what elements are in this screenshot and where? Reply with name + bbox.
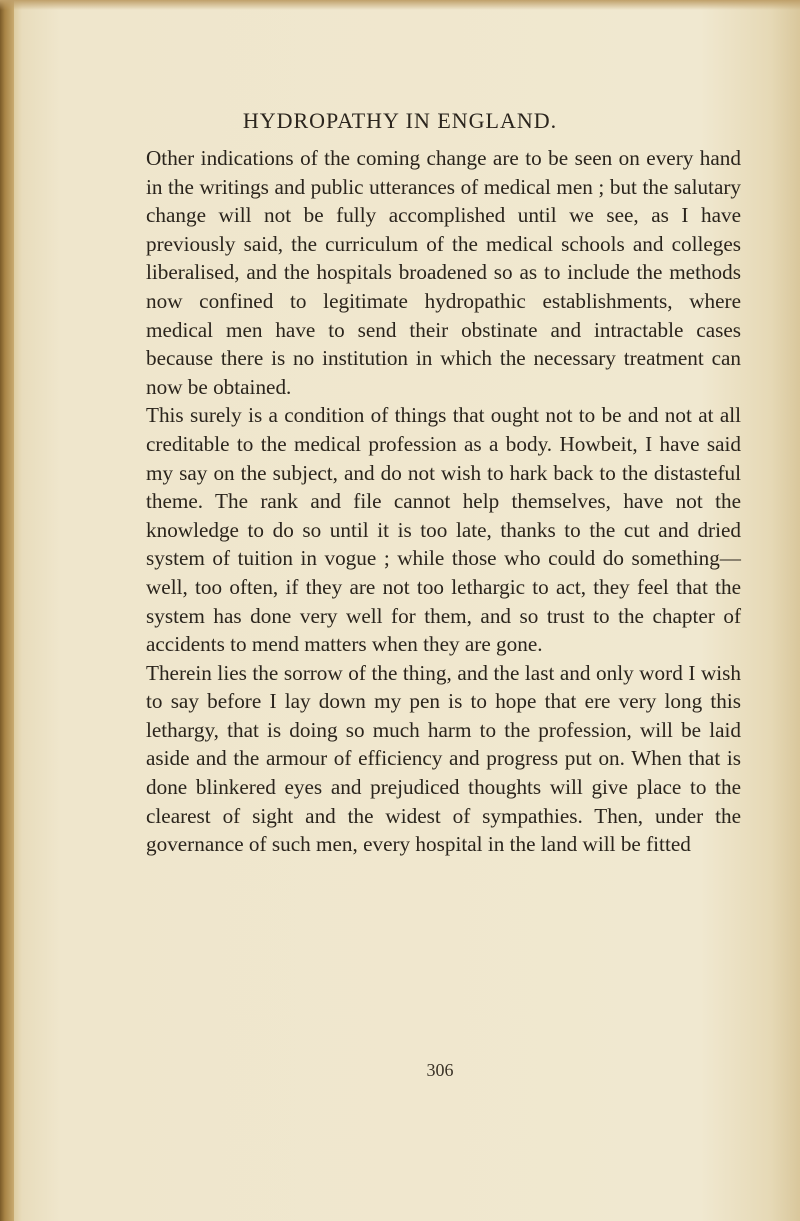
paragraph-2: This surely is a condition of things that ought not to be and not at all creditable to the medical profession as a body. Howbeit, I have said my say on the subject, and do not wish to hark back to the distasteful theme. The rank and file cannot help themselves, have not the knowledge to do so until it is too late, thanks to the cut and dried system of tuition in vogue ; while those who could do something—well, too often, if they are not too lethargic to act, they feel that the system has done very well for them, and so trust to the chapter of accidents to mend matters when they are gone. (146, 403, 741, 657)
running-head: HYDROPATHY IN ENGLAND. (242, 108, 558, 133)
paragraph-3: Therein lies the sorrow of the thing, and the last and only word I wish to say before I lay down my pen is to hope that ere very long this lethargy, that is doing so much harm to the profession, will be laid aside and the armour of efficiency and progress put on. When that is done blinkered eyes and prejudiced thoughts will give place to the clearest of sight and the widest of sympathies. Then, under the governance of such men, every hospital in the land will be fitted (146, 660, 741, 857)
page-binding-edge (0, 0, 14, 1221)
page-top-shadow (0, 0, 800, 10)
paragraph-1: Other indications of the coming change are to be seen on every hand in the writings and public utterances of medical men ; but the salutary change will not be fully accomplished until we see, as I have previously said, the curriculum of the medical schools and colleges liberalised, and the hospitals broadened so as to include the methods now confined to legitimate hydropathic establishments, where medical men have to send their obstinate and intractable cases because there is no institution in which the necessary treatment can now be obtained. (146, 146, 741, 399)
page-number: 306 (426, 1060, 454, 1080)
body-text (146, 144, 741, 859)
